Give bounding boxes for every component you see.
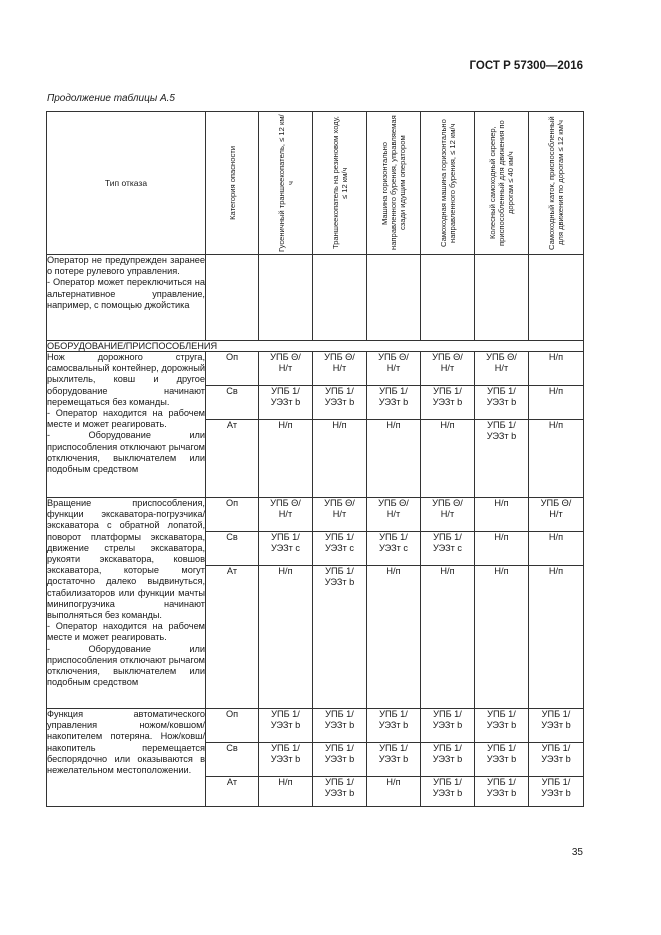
rating-cell: УПБ 1/ УЭЗт c — [259, 532, 313, 566]
rating-cell: УПБ 1/ УЭЗт b — [259, 386, 313, 420]
rating-cell: УПБ 1/ УЭЗт b — [367, 386, 421, 420]
hazard-table — [46, 111, 584, 807]
rating-cell: УПБ Θ/ Н/т — [421, 498, 475, 532]
rating-cell: Н/п — [259, 420, 313, 498]
rating-cell: УПБ 1/ УЭЗт b — [475, 743, 529, 777]
rating-cell: Н/п — [529, 386, 584, 420]
rating-cell: УПБ 1/ УЭЗт b — [259, 743, 313, 777]
rating-cell: УПБ 1/ УЭЗт c — [421, 532, 475, 566]
rating-cell: УПБ 1/ УЭЗт b — [421, 777, 475, 807]
rating-cell: УПБ 1/ УЭЗт b — [529, 743, 584, 777]
rating-cell: УПБ 1/ УЭЗт b — [313, 743, 367, 777]
rating-cell: Н/п — [475, 532, 529, 566]
hazard-category: Св — [206, 532, 259, 566]
table-caption: Продолжение таблицы А.5 — [47, 93, 175, 104]
col-header-hazard-category: Категория опасности — [206, 112, 259, 255]
page-number: 35 — [571, 847, 583, 858]
col-header-roller: Самоходный каток, приспособленный для движения по дорогам ≤ 12 км/ч — [529, 112, 584, 255]
table-row — [47, 498, 584, 532]
rating-cell: УПБ Θ/ Н/т — [475, 352, 529, 386]
rating-cell: УПБ 1/ УЭЗт b — [529, 777, 584, 807]
header-row — [47, 112, 584, 255]
rating-cell: УПБ 1/ УЭЗт b — [421, 386, 475, 420]
rating-cell: УПБ 1/ УЭЗт b — [313, 709, 367, 743]
rating-cell: Н/п — [421, 566, 475, 709]
rating-cell: УПБ 1/ УЭЗт b — [259, 709, 313, 743]
rating-cell: Н/п — [475, 566, 529, 709]
rating-cell: УПБ 1/ УЭЗт b — [421, 709, 475, 743]
rating-cell: УПБ 1/ УЭЗт c — [313, 532, 367, 566]
section-title: ОБОРУДОВАНИЕ/ПРИСПОСОБЛЕНИЯ — [47, 341, 584, 352]
hazard-category: Оп — [206, 709, 259, 743]
rating-cell: УПБ Θ/ Н/т — [367, 352, 421, 386]
rating-cell: Н/п — [367, 566, 421, 709]
rating-cell: УПБ Θ/ Н/т — [259, 498, 313, 532]
rating-cell: Н/п — [529, 352, 584, 386]
hazard-category: Св — [206, 743, 259, 777]
rating-cell: УПБ Θ/ Н/т — [313, 498, 367, 532]
rating-cell: УПБ Θ/ Н/т — [529, 498, 584, 532]
rating-cell: УПБ 1/ УЭЗт c — [367, 532, 421, 566]
rating-cell: Н/п — [259, 777, 313, 807]
hazard-category: Св — [206, 386, 259, 420]
col-header-rubber-trencher: Траншеекопатель на резиновом ходу, ≤ 12 км/ч — [313, 112, 367, 255]
col-header-failure-type: Тип отказа — [47, 112, 206, 255]
col-header-crawler-trencher: Гусеничный траншеекопатель, ≤ 12 км/ч — [259, 112, 313, 255]
col-header-self-propelled-drill: Самоходная машина горизонтально направленного бурения, ≤ 12 км/ч — [421, 112, 475, 255]
rating-cell: Н/п — [475, 498, 529, 532]
table-row — [47, 709, 584, 743]
failure-description: Нож дорожного струга, самосвальный контейнер, дорожный рыхлитель, ковш и другое оборудование начинают перемещаться без команды. - Оператор находится на рабочем месте и может реагировать. - Оборудование или приспособления отключают рычагом отключения, выключателем или подобным средством — [47, 352, 206, 498]
rating-cell: УПБ 1/ УЭЗт b — [313, 777, 367, 807]
table-row — [47, 352, 584, 386]
rating-cell: Н/п — [529, 566, 584, 709]
rating-cell: Н/п — [313, 420, 367, 498]
rating-cell: УПБ Θ/ Н/т — [421, 352, 475, 386]
section-row — [47, 341, 584, 352]
hazard-category: Оп — [206, 498, 259, 532]
rating-cell: Н/п — [259, 566, 313, 709]
rating-cell: УПБ Θ/ Н/т — [367, 498, 421, 532]
rating-cell: УПБ 1/ УЭЗт b — [475, 386, 529, 420]
rating-cell: УПБ 1/ УЭЗт b — [421, 743, 475, 777]
rating-cell: УПБ 1/ УЭЗт b — [475, 420, 529, 498]
rating-cell: УПБ 1/ УЭЗт b — [529, 709, 584, 743]
hazard-category: Ат — [206, 777, 259, 807]
standard-number: ГОСТ Р 57300—2016 — [469, 60, 583, 72]
rating-cell: Н/п — [367, 777, 421, 807]
hazard-category: Ат — [206, 566, 259, 709]
rating-cell: УПБ 1/ УЭЗт b — [367, 743, 421, 777]
rating-cell: Н/п — [367, 420, 421, 498]
rating-cell: УПБ Θ/ Н/т — [259, 352, 313, 386]
rating-cell: УПБ 1/ УЭЗт b — [475, 777, 529, 807]
failure-description: Оператор не предупрежден заранее о потере рулевого управления. - Оператор может переключиться на альтернативное управление, например, с помощью джойстика — [47, 255, 206, 341]
rating-cell: Н/п — [529, 532, 584, 566]
hazard-category: Ат — [206, 420, 259, 498]
failure-description: Вращение приспособления, функции экскаватора-погрузчика/экскаватора с обратной лопатой, поворот платформы экскаватора, движение стрелы экскаватора, рукояти экскаватора, ковшов экскаватора, которые могут достаточно далеко выдвинуться, стабилизаторов или функции мачты минипогрузчика начинают выполняться без команды. - Оператор находится на рабочем месте и может реагировать. - Оборудование или приспособления отключают рычагом отключения, выключателем или подобным средством — [47, 498, 206, 709]
rating-cell: УПБ 1/ УЭЗт b — [367, 709, 421, 743]
rating-cell: УПБ 1/ УЭЗт b — [313, 386, 367, 420]
hazard-category: Оп — [206, 352, 259, 386]
rating-cell: Н/п — [421, 420, 475, 498]
rating-cell: УПБ Θ/ Н/т — [313, 352, 367, 386]
col-header-wheel-scraper: Колесный самоходный скрепер, приспособленный для движения по дорогам ≤ 40 км/ч — [475, 112, 529, 255]
rating-cell: УПБ 1/ УЭЗт b — [313, 566, 367, 709]
col-header-walk-behind-drill: Машина горизонтально направленного бурения, управляемая сзади идущим оператором — [367, 112, 421, 255]
failure-description: Функция автоматического управления ножом/ковшом/накопителем потеряна. Нож/ковш/накопитель перемещается беспорядочно или оказываются в нежелательном местоположении. — [47, 709, 206, 807]
rating-cell: УПБ 1/ УЭЗт b — [475, 709, 529, 743]
table-row — [47, 255, 584, 341]
rating-cell: Н/п — [529, 420, 584, 498]
